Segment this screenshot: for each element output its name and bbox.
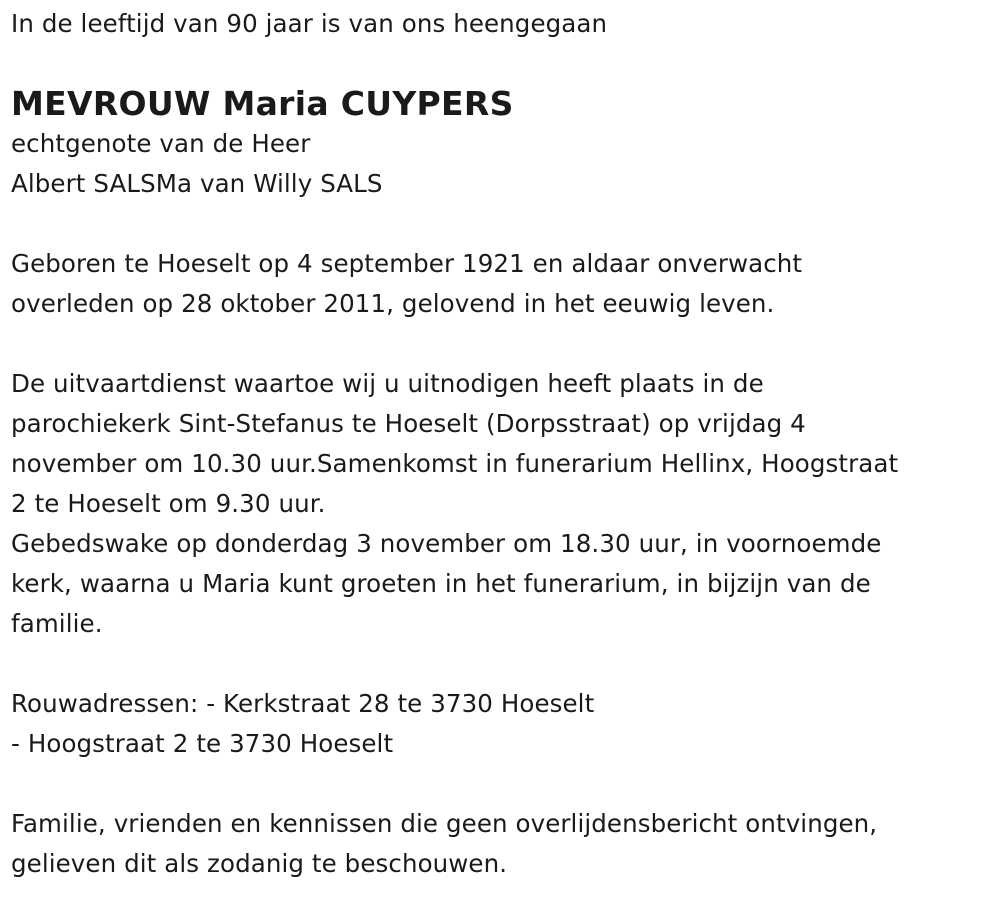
birth-paragraph bbox=[11, 244, 991, 324]
paragraph-line: 2 te Hoeselt om 9.30 uur. bbox=[11, 489, 326, 518]
spouse-name: Albert SALSMa van Willy SALS bbox=[11, 169, 383, 198]
paragraph-line: familie. bbox=[11, 609, 103, 638]
paragraph-line: De uitvaartdienst waartoe wij u uitnodigen heeft plaats in de bbox=[11, 369, 764, 398]
obituary-notice bbox=[11, 4, 991, 884]
address-paragraph bbox=[11, 684, 991, 764]
paragraph-line: kerk, waarna u Maria kunt groeten in het funerarium, in bijzijn van de bbox=[11, 569, 871, 598]
address-line: - Hoogstraat 2 te 3730 Hoeselt bbox=[11, 729, 394, 758]
paragraph-line: parochiekerk Sint-Stefanus te Hoeselt (Dorpsstraat) op vrijdag 4 bbox=[11, 409, 806, 438]
paragraph-line: Familie, vrienden en kennissen die geen overlijdensbericht ontvingen, bbox=[11, 809, 878, 838]
paragraph-line: gelieven dit als zodanig te beschouwen. bbox=[11, 849, 508, 878]
address-line: Rouwadressen: - Kerkstraat 28 te 3730 Hoeselt bbox=[11, 689, 595, 718]
spouse-line: echtgenote van de Heer bbox=[11, 129, 311, 158]
paragraph-line: Geboren te Hoeselt op 4 september 1921 en aldaar onverwacht bbox=[11, 249, 803, 278]
paragraph-line: november om 10.30 uur.Samenkomst in funerarium Hellinx, Hoogstraat bbox=[11, 449, 899, 478]
intro-text: In de leeftijd van 90 jaar is van ons heengegaan bbox=[11, 9, 608, 38]
paragraph-line: overleden op 28 oktober 2011, gelovend in het eeuwig leven. bbox=[11, 289, 775, 318]
closing-paragraph bbox=[11, 804, 991, 884]
service-paragraph bbox=[11, 364, 991, 644]
deceased-name: MEVROUW Maria CUYPERS bbox=[11, 84, 514, 123]
paragraph-line: Gebedswake op donderdag 3 november om 18.30 uur, in voornoemde bbox=[11, 529, 882, 558]
